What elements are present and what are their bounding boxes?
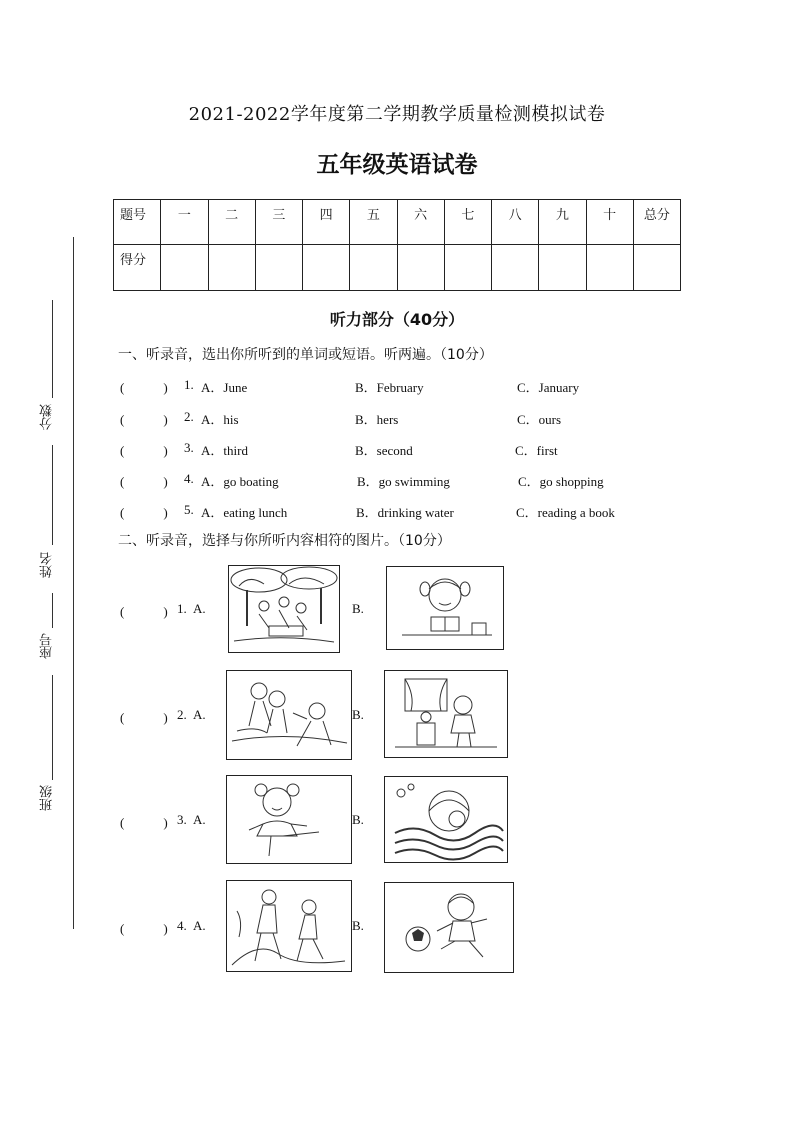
- score-table-header-row: [114, 200, 681, 245]
- score-input-cell[interactable]: [397, 245, 444, 291]
- question-number: 4.: [184, 471, 194, 486]
- option-c: C．first: [515, 443, 558, 458]
- climbing-icon: [227, 881, 351, 971]
- blank-line: [52, 675, 53, 780]
- answer-blank[interactable]: ( ): [120, 505, 168, 520]
- playing-icon: [227, 671, 351, 759]
- answer-blank[interactable]: ( ): [120, 710, 168, 725]
- score-input-cell[interactable]: [492, 245, 539, 291]
- option-a: A．eating lunch: [201, 505, 288, 520]
- side-label-seat: 座号: [40, 633, 55, 659]
- answer-blank[interactable]: ( ): [120, 921, 168, 936]
- exam-title: 2021-2022学年度第二学期教学质量检测模拟试卷: [188, 104, 606, 125]
- part1-instruction: 一、听录音，选出你所听到的单词或短语。听两遍。（10分）: [118, 347, 493, 363]
- score-input-cell[interactable]: [350, 245, 397, 291]
- score-table-score-row: [114, 245, 681, 291]
- blank-line: [52, 593, 53, 628]
- option-a: A．his: [201, 412, 239, 427]
- score-table-cell: 二: [208, 200, 255, 245]
- score-table-cell: 七: [444, 200, 491, 245]
- option-c: C．reading a book: [516, 505, 615, 520]
- children-playing-picture: [226, 670, 352, 760]
- option-c: C．go shopping: [518, 474, 604, 489]
- option-c: C．January: [517, 380, 580, 395]
- score-table-cell: 六: [397, 200, 444, 245]
- score-input-cell[interactable]: [586, 245, 633, 291]
- score-input-cell[interactable]: [444, 245, 491, 291]
- question-number: 3.: [184, 440, 194, 455]
- option-a: A.: [193, 707, 206, 722]
- score-table-cell: 一: [161, 200, 208, 245]
- child-swimming-picture: [384, 776, 508, 863]
- main-title: 五年级英语试卷: [316, 152, 478, 178]
- option-b: B．February: [355, 380, 424, 395]
- question-number: 3.: [177, 812, 187, 827]
- picnic-picture: [228, 565, 340, 653]
- score-table-cell: 题号: [114, 200, 161, 245]
- question-number: 2.: [177, 707, 187, 722]
- option-b: B.: [352, 601, 364, 616]
- score-table: [113, 199, 681, 291]
- score-table-cell: 总分: [633, 200, 680, 245]
- score-input-cell[interactable]: [303, 245, 350, 291]
- option-a: A.: [193, 812, 206, 827]
- girl-reading-picture: [386, 566, 504, 650]
- picnic-icon: [229, 566, 339, 652]
- option-a: A.: [193, 601, 206, 616]
- side-label-class: 班级: [40, 785, 55, 811]
- score-table-cell: 五: [350, 200, 397, 245]
- answer-blank[interactable]: ( ): [120, 474, 168, 489]
- option-a: A.: [193, 918, 206, 933]
- option-b: B．go swimming: [357, 474, 450, 489]
- swimming-icon: [385, 777, 507, 862]
- boy-playing-football-picture: [384, 882, 514, 973]
- binding-line: [73, 237, 74, 929]
- score-table-cell: 四: [303, 200, 350, 245]
- answer-blank[interactable]: ( ): [120, 443, 168, 458]
- score-table-cell: 三: [255, 200, 302, 245]
- score-table-cell: 九: [539, 200, 586, 245]
- question-number: 4.: [177, 918, 187, 933]
- people-climbing-picture: [226, 880, 352, 972]
- answer-blank[interactable]: ( ): [120, 604, 168, 619]
- option-b: B．drinking water: [356, 505, 454, 520]
- question-number: 1.: [184, 377, 194, 392]
- score-input-cell[interactable]: [633, 245, 680, 291]
- reading-icon: [387, 567, 503, 649]
- score-input-cell[interactable]: [539, 245, 586, 291]
- question-number: 2.: [184, 409, 194, 424]
- option-a: A．go boating: [201, 474, 279, 489]
- girl-dancing-picture: [226, 775, 352, 864]
- answer-blank[interactable]: ( ): [120, 380, 168, 395]
- question-number: 5.: [184, 502, 194, 517]
- football-icon: [385, 883, 513, 972]
- answer-blank[interactable]: ( ): [120, 412, 168, 427]
- option-b: B．second: [355, 443, 413, 458]
- option-b: B.: [352, 918, 364, 933]
- option-b: B.: [352, 707, 364, 722]
- option-a: A．third: [201, 443, 248, 458]
- option-a: A．June: [201, 380, 248, 395]
- score-table-cell: 得分: [114, 245, 161, 291]
- plant-icon: [385, 671, 507, 757]
- option-b: B．hers: [355, 412, 399, 427]
- answer-blank[interactable]: ( ): [120, 815, 168, 830]
- dancing-icon: [227, 776, 351, 863]
- score-input-cell[interactable]: [208, 245, 255, 291]
- section-heading: 听力部分（40分）: [329, 310, 465, 329]
- side-label-name: 姓名: [40, 552, 55, 578]
- option-c: C．ours: [517, 412, 562, 427]
- side-label-score: 分数: [40, 404, 55, 430]
- girl-watering-plant-picture: [384, 670, 508, 758]
- score-table-cell: 十: [586, 200, 633, 245]
- option-b: B.: [352, 812, 364, 827]
- question-number: 1.: [177, 601, 187, 616]
- score-input-cell[interactable]: [161, 245, 208, 291]
- blank-line: [52, 445, 53, 545]
- part2-instruction: 二、听录音，选择与你所听内容相符的图片。（10分）: [118, 533, 451, 549]
- score-table-cell: 八: [492, 200, 539, 245]
- score-input-cell[interactable]: [255, 245, 302, 291]
